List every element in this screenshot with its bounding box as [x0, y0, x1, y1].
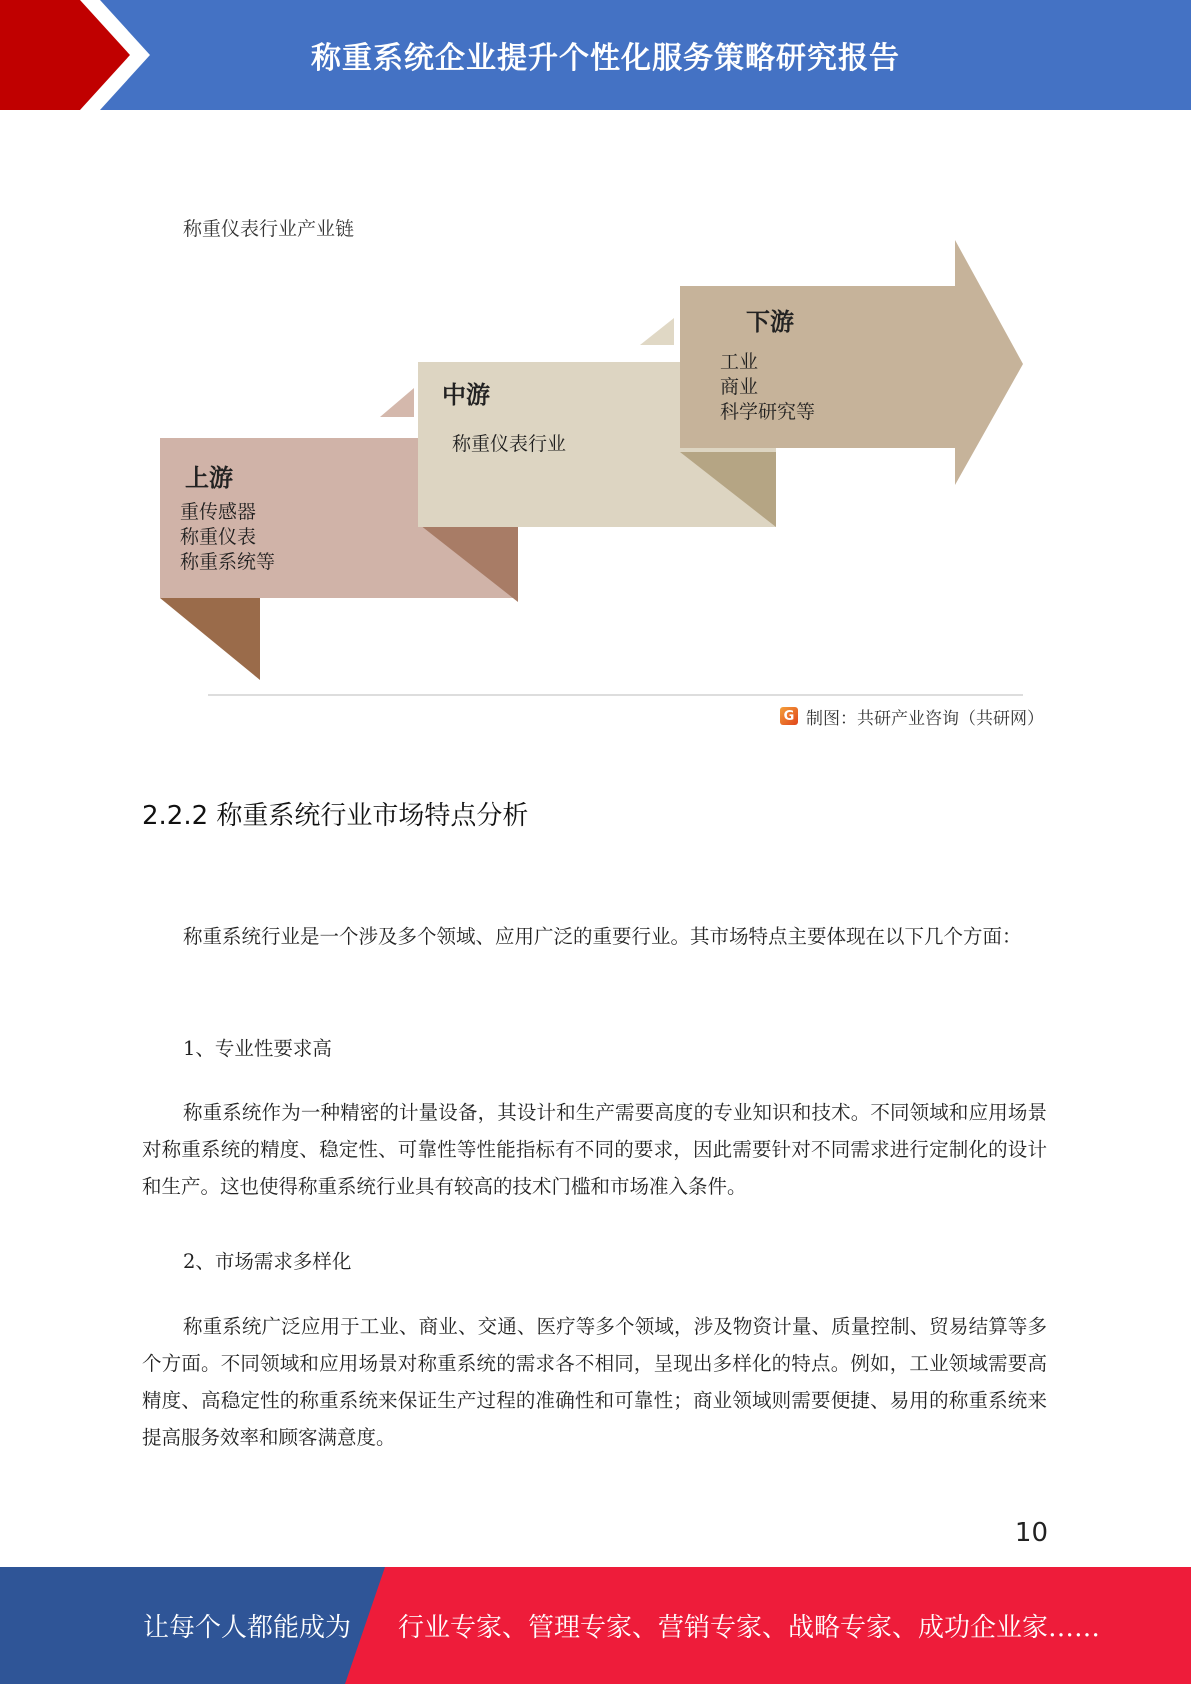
midstream-title: 中游	[442, 381, 490, 409]
point-title: 2、市场需求多样化	[183, 1250, 352, 1273]
midstream-top-fold	[640, 318, 674, 345]
footer-slogan-right: 行业专家、管理专家、营销专家、战略专家、成功企业家……	[398, 1613, 1101, 1643]
upstream-item: 称重仪表	[180, 526, 257, 548]
upstream-tail-fold	[160, 598, 260, 680]
upstream-item: 称重系统等	[180, 551, 276, 573]
page-number: 10	[1014, 1518, 1048, 1548]
point-body: 称重系统广泛应用于工业、商业、交通、医疗等多个领域，涉及物资计量、质量控制、贸易结算等多个方面。不同领域和应用场景对称重系统的需求各不相同，呈现出多样化的特点。例如，工业领域需要高精度、高稳定性的称重系统来保证生产过程的准确性和可靠性；商业领域则需要便捷、易用的称重系统来提高服务效率和顾客满意度。	[142, 1315, 1047, 1449]
point-title: 1、专业性要求高	[183, 1037, 332, 1060]
downstream-item: 科学研究等	[720, 401, 816, 423]
footer-slogan-left: 让每个人都能成为	[143, 1613, 352, 1643]
upstream-item: 重传感器	[180, 501, 257, 523]
downstream-item: 商业	[720, 376, 759, 398]
intro-paragraph: 称重系统行业是一个涉及多个领域、应用广泛的重要行业。其市场特点主要体现在以下几个方面：	[183, 925, 1022, 948]
downstream-title: 下游	[746, 308, 794, 336]
figure-credit	[780, 705, 1044, 727]
header-title: 称重系统企业提升个性化服务策略研究报告	[311, 41, 900, 76]
upstream-title: 上游	[185, 464, 233, 492]
chain-arrow-graphic	[140, 240, 1050, 740]
gonyn-logo-icon: G	[780, 707, 798, 725]
industry-chain-diagram	[140, 240, 1050, 740]
page-footer	[0, 1567, 1191, 1684]
section-heading: 2.2.2 称重系统行业市场特点分析	[142, 801, 529, 831]
page-header	[0, 0, 1191, 110]
point-body: 称重系统作为一种精密的计量设备，其设计和生产需要高度的专业知识和技术。不同领域和应用场景对称重系统的精度、稳定性、可靠性等性能指标有不同的要求，因此需要针对不同需求进行定制化的设计和生产。这也使得称重系统行业具有较高的技术门槛和市场准入条件。	[142, 1101, 1047, 1198]
figure-caption: 称重仪表行业产业链	[183, 218, 355, 240]
midstream-item: 称重仪表行业	[452, 433, 567, 455]
credit-text: 制图：共研产业咨询（共研网）	[806, 708, 1044, 729]
downstream-item: 工业	[720, 351, 759, 373]
upstream-top-fold	[380, 388, 414, 417]
